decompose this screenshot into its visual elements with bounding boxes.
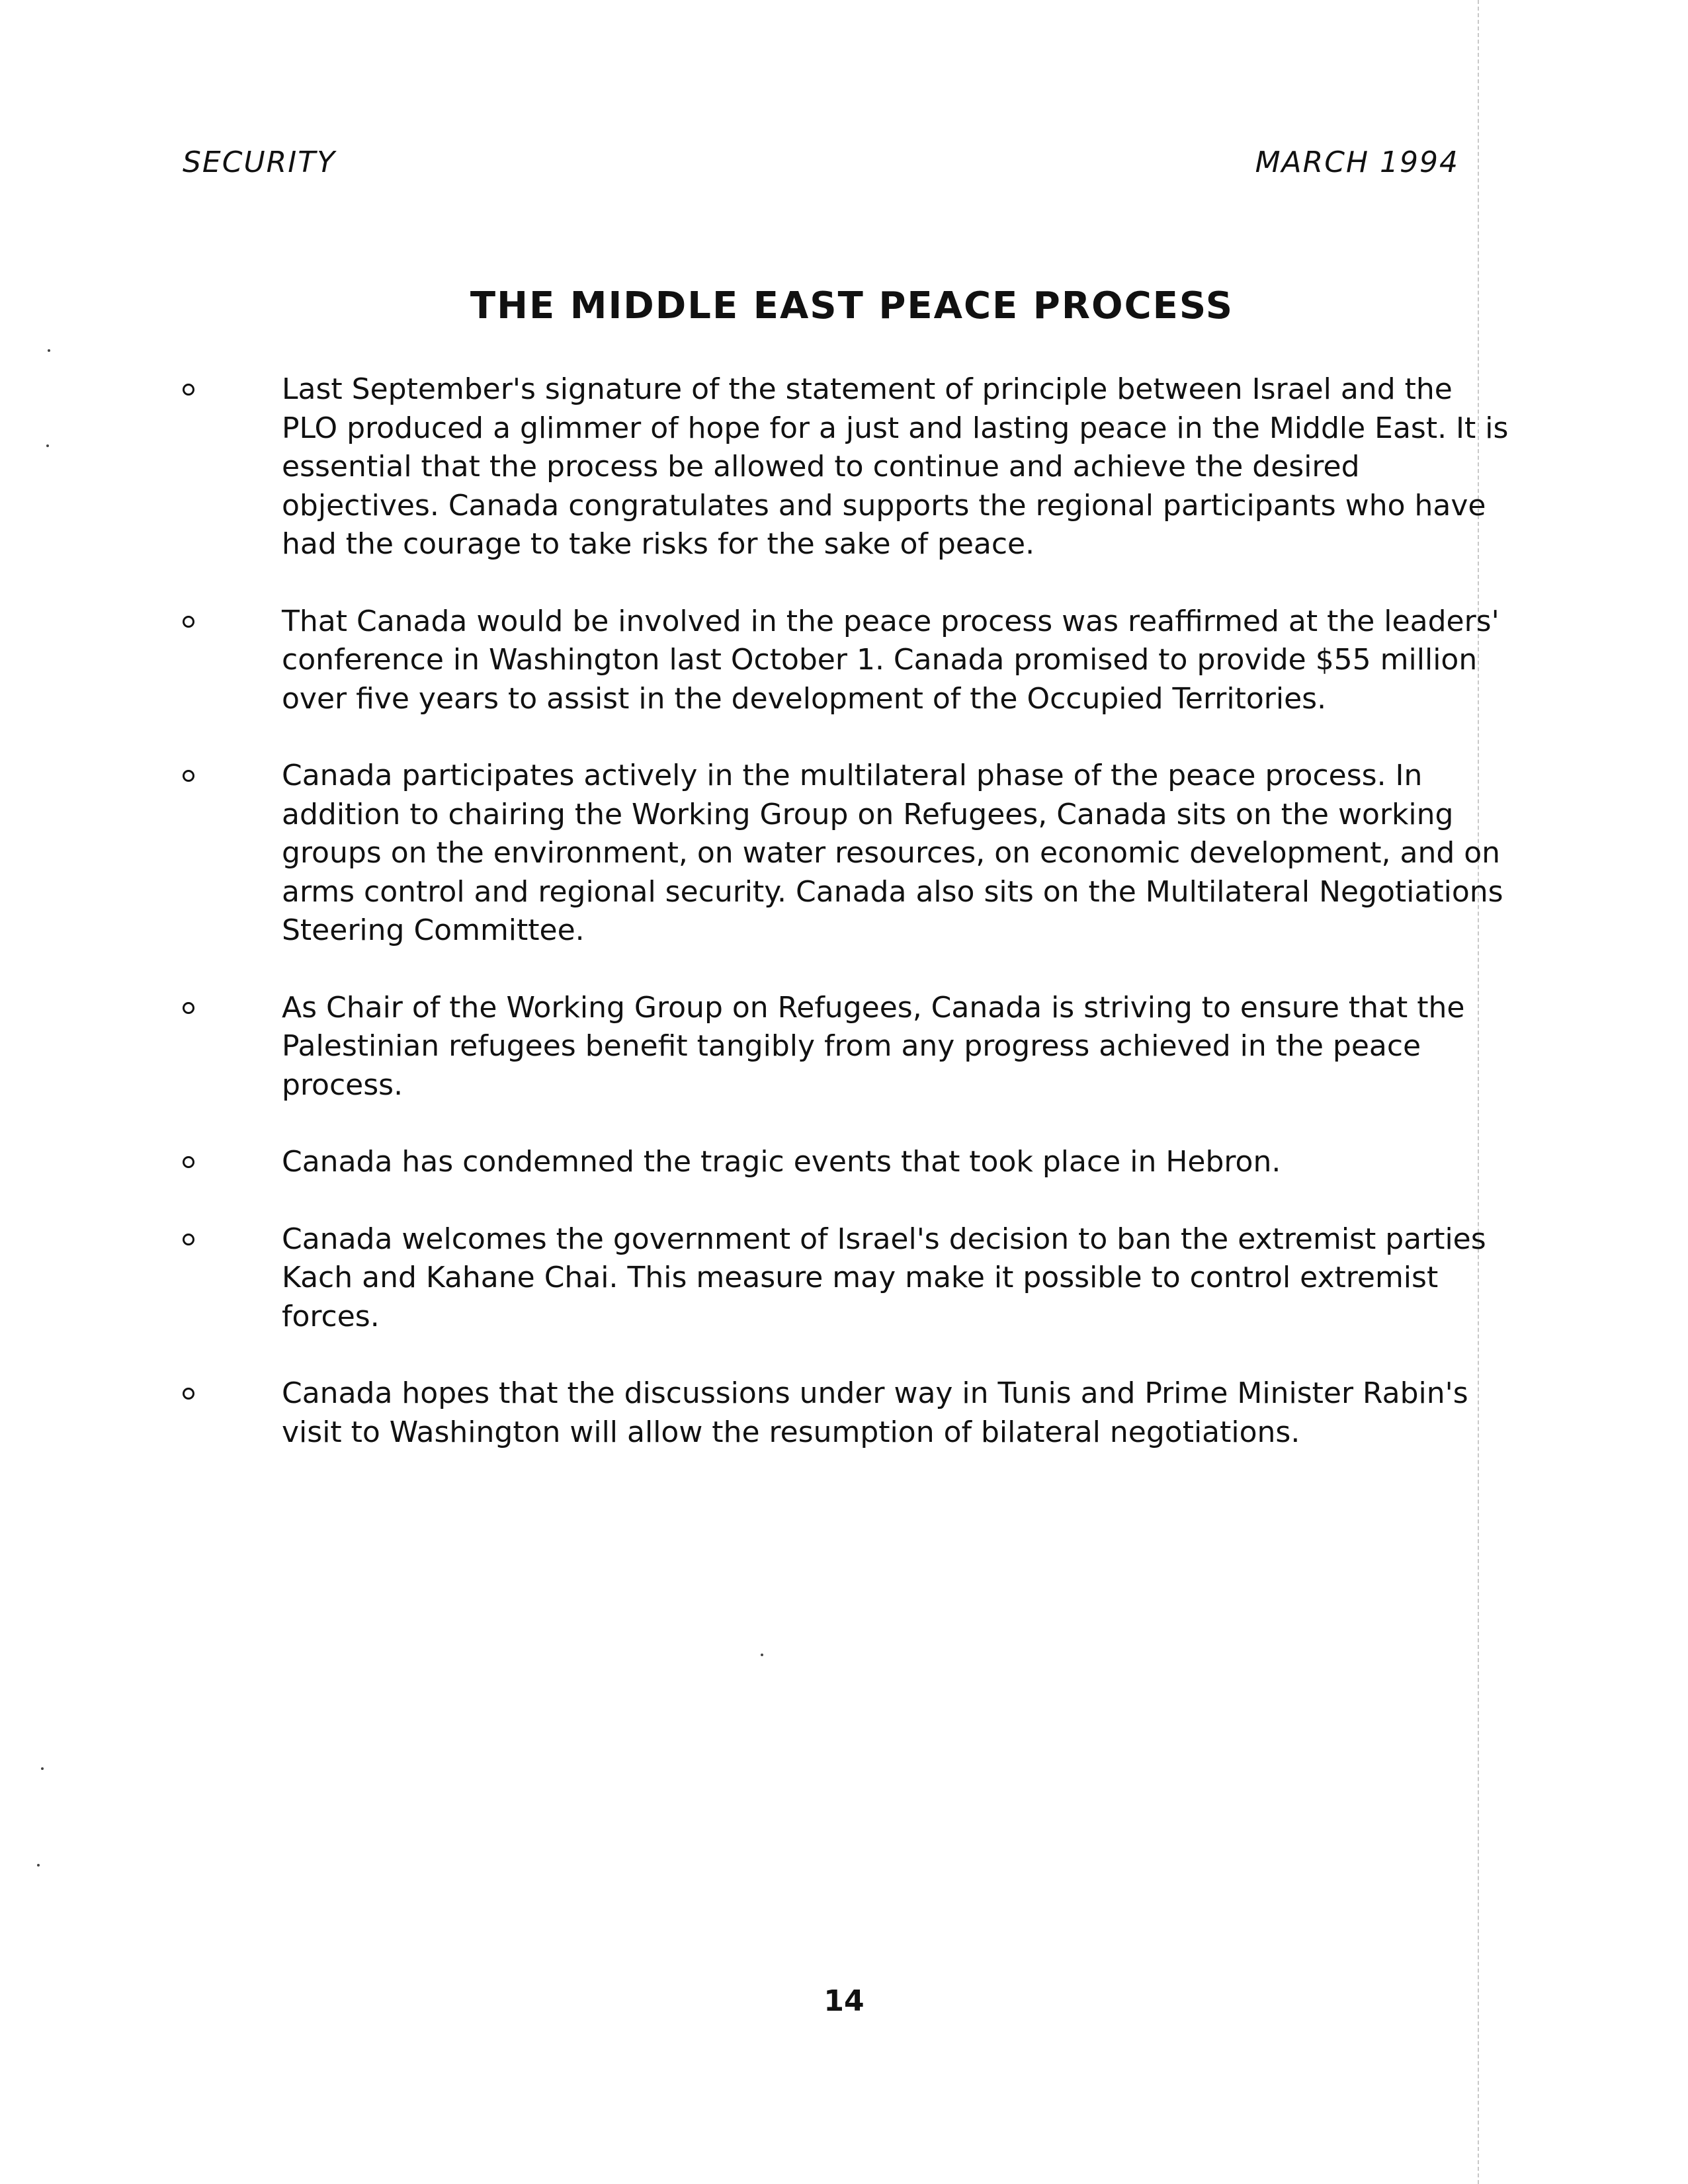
circle-bullet-icon [183,770,194,782]
bullet-text: Canada has condemned the tragic events that took place in Hebron. [282,1145,1281,1179]
bullet-item [179,1220,1515,1337]
circle-bullet-icon [183,384,194,396]
scan-speck [761,1654,763,1656]
circle-bullet-icon [183,616,194,628]
scan-speck [46,444,49,447]
scan-speck [37,1864,40,1867]
bullet-item [179,1143,1515,1182]
bullet-item [179,603,1515,719]
bullet-text: That Canada would be involved in the peace process was reaffirmed at the leaders' conference in Washington last October 1. Canada promised to provide $55 million over five years to assist in the development of the Occupied Territories. [282,604,1499,716]
section-label: SECURITY [183,146,336,179]
circle-bullet-icon [183,1002,194,1014]
scan-speck [48,349,50,352]
bullet-text: As Chair of the Working Group on Refugees, Canada is striving to ensure that the Palestinian refugees benefit tangibly from any progress achieved in the peace process. [282,990,1465,1102]
circle-bullet-icon [183,1156,194,1168]
bullet-item [179,757,1515,950]
bullet-text: Canada participates actively in the multilateral phase of the peace process. In addition to chairing the Working Group on Refugees, Canada sits on the working groups on the environment, on water resources, on economic development, and on arms control and regional security. Canada also sits on the Multilateral Negotiations Steering Committee. [282,759,1503,947]
bullet-item [179,989,1515,1105]
bullet-text: Last September's signature of the statement of principle between Israel and the PLO produced a glimmer of hope for a just and lasting peace in the Middle East. It is essential that the process be allowed to continue and achieve the desired objectives. Canada congratulates and supports the regional participants who have had the courage to take risks for the sake of peace. [282,372,1509,561]
bullet-item [179,370,1515,564]
circle-bullet-icon [183,1234,194,1245]
page-number: 14 [823,1984,865,2018]
bullet-list [179,370,1515,1490]
date-label: MARCH 1994 [1255,146,1459,179]
scan-speck [41,1767,44,1770]
bullet-text: Canada welcomes the government of Israel's decision to ban the extremist parties Kach and Kahane Chai. This measure may make it possible to control extremist forces. [282,1222,1486,1333]
document-title-wrapper [0,284,1688,327]
bullet-item [179,1374,1515,1452]
bullet-text: Canada hopes that the discussions under way in Tunis and Prime Minister Rabin's visit to Washington will allow the resumption of bilateral negotiations. [282,1376,1468,1449]
circle-bullet-icon [183,1388,194,1400]
document-title: THE MIDDLE EAST PEACE PROCESS [470,284,1234,327]
